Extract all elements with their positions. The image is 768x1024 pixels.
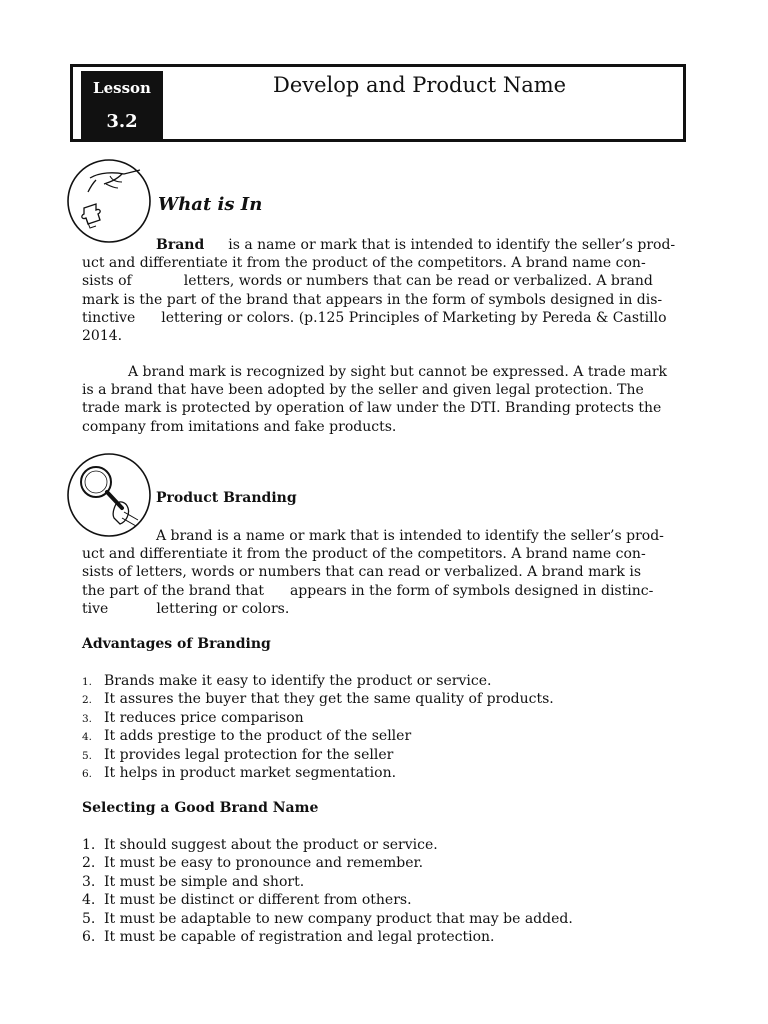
list-item: 6. It must be capable of registration and legal protection.	[82, 928, 495, 945]
list-item: 4. It must be distinct or different from others.	[82, 892, 412, 909]
list-item: 2. It assures the buyer that they get the same quality of products.	[82, 691, 554, 708]
page-title: Develop and Product Name	[273, 73, 567, 97]
para-line: A brand is a name or mark that is intended to identify the seller’s prod-	[156, 528, 664, 544]
para-line: lettering or colors. (p.125 Principles of Marketing by Pereda & Castillo	[161, 309, 667, 326]
lesson-label: Lesson	[93, 79, 151, 97]
para-line: tinctive	[82, 309, 136, 326]
list-item: 6. It helps in product market segmentation.	[82, 764, 397, 781]
para-line: sists of letters, words or numbers that can read or verbalized. A brand mark is	[82, 564, 642, 581]
magnifying-glass-icon	[66, 452, 152, 538]
list-item: 4. It adds prestige to the product of the seller	[82, 728, 412, 745]
list-item: 1. It should suggest about the product or service.	[82, 837, 438, 853]
advantages-list	[82, 672, 554, 782]
section-heading-selecting-brand-name: Selecting a Good Brand Name	[82, 800, 319, 816]
para-line: company from imitations and fake products.	[82, 418, 397, 435]
para-line: sists of	[82, 273, 132, 290]
para-line: uct and differentiate it from the product of the competitors. A brand name con-	[82, 546, 646, 563]
selecting-list	[82, 836, 573, 946]
para-line: is a name or mark that is intended to identify the seller’s prod-	[228, 237, 676, 253]
section-heading-product-branding: Product Branding	[156, 490, 297, 506]
para-line: is a brand that have been adopted by the seller and given legal protection. The	[82, 382, 644, 399]
list-item: 3. It must be simple and short.	[82, 873, 305, 890]
list-item: 3. It reduces price comparison	[82, 709, 304, 726]
para-line: uct and differentiate it from the product of the competitors. A brand name con-	[82, 255, 646, 272]
brand-definition-paragraph	[82, 236, 686, 345]
section-heading-what-is-in: What is In	[158, 194, 263, 215]
para-line: the part of the brand that	[82, 582, 264, 599]
list-item: 2. It must be easy to pronounce and remember.	[82, 855, 424, 872]
para-line: A brand mark is recognized by sight but cannot be expressed. A trade mark	[128, 364, 667, 380]
hand-puzzle-icon	[66, 158, 152, 244]
lesson-header	[70, 64, 686, 142]
para-line: trade mark is protected by operation of law under the DTI. Branding protects the	[82, 400, 662, 417]
para-line: lettering or colors.	[156, 600, 290, 617]
para-line: letters, words or numbers that can be read or verbalized. A brand	[183, 273, 653, 290]
product-branding-paragraph	[82, 527, 686, 618]
para-line: tive	[82, 600, 109, 617]
para-line: appears in the form of symbols designed in distinc-	[289, 582, 654, 599]
brand-term: Brand	[156, 237, 205, 253]
lesson-badge	[81, 71, 163, 139]
para-line: 2014.	[82, 328, 123, 345]
list-item: 5. It provides legal protection for the seller	[82, 746, 394, 763]
brand-mark-paragraph	[82, 363, 686, 436]
lesson-number: 3.2	[106, 111, 138, 132]
list-item: 1. Brands make it easy to identify the product or service.	[82, 673, 492, 689]
list-item: 5. It must be adaptable to new company product that may be added.	[82, 910, 573, 927]
para-line: mark is the part of the brand that appears in the form of symbols designed in dis-	[82, 291, 663, 308]
section-heading-advantages: Advantages of Branding	[82, 636, 271, 652]
